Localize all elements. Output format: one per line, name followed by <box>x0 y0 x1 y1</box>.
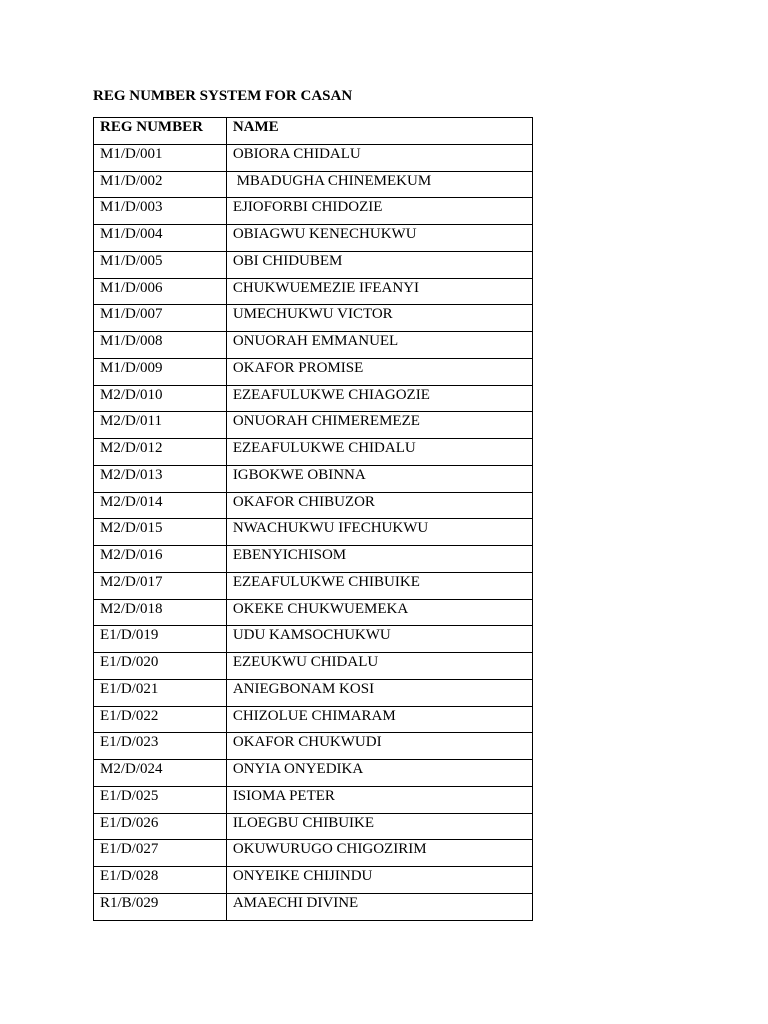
name-cell: ONYEIKE CHIJINDU <box>226 867 532 894</box>
name-cell: OBI CHIDUBEM <box>226 251 532 278</box>
reg-number-cell: M2/D/012 <box>94 439 227 466</box>
table-row <box>94 626 533 653</box>
name-cell: IGBOKWE OBINNA <box>226 465 532 492</box>
name-cell: CHIZOLUE CHIMARAM <box>226 706 532 733</box>
registration-table <box>93 117 533 921</box>
table-row <box>94 198 533 225</box>
reg-number-cell: M1/D/001 <box>94 144 227 171</box>
table-row <box>94 546 533 573</box>
name-cell: NWACHUKWU IFECHUKWU <box>226 519 532 546</box>
table-row <box>94 867 533 894</box>
name-cell: OBIAGWU KENECHUKWU <box>226 225 532 252</box>
table-row <box>94 706 533 733</box>
table-row <box>94 305 533 332</box>
table-row <box>94 492 533 519</box>
reg-number-cell: M1/D/005 <box>94 251 227 278</box>
reg-number-cell: M1/D/004 <box>94 225 227 252</box>
table-row <box>94 733 533 760</box>
reg-number-column-header: REG NUMBER <box>94 118 227 145</box>
table-row <box>94 465 533 492</box>
reg-number-cell: E1/D/028 <box>94 867 227 894</box>
table-row <box>94 332 533 359</box>
name-cell: ILOEGBU CHIBUIKE <box>226 813 532 840</box>
reg-number-cell: E1/D/021 <box>94 679 227 706</box>
reg-number-cell: E1/D/027 <box>94 840 227 867</box>
table-body <box>94 144 533 920</box>
reg-number-cell: E1/D/020 <box>94 653 227 680</box>
name-cell: OKAFOR CHUKWUDI <box>226 733 532 760</box>
table-row <box>94 144 533 171</box>
table-row <box>94 840 533 867</box>
name-cell: OKEKE CHUKWUEMEKA <box>226 599 532 626</box>
name-cell: UMECHUKWU VICTOR <box>226 305 532 332</box>
reg-number-cell: E1/D/022 <box>94 706 227 733</box>
table-row <box>94 599 533 626</box>
name-cell: CHUKWUEMEZIE IFEANYI <box>226 278 532 305</box>
table-row <box>94 813 533 840</box>
name-cell: AMAECHI DIVINE <box>226 893 532 920</box>
reg-number-cell: M1/D/006 <box>94 278 227 305</box>
reg-number-cell: E1/D/025 <box>94 786 227 813</box>
table-row <box>94 278 533 305</box>
reg-number-cell: M1/D/003 <box>94 198 227 225</box>
reg-number-cell: M2/D/013 <box>94 465 227 492</box>
reg-number-cell: M1/D/002 <box>94 171 227 198</box>
reg-number-cell: M1/D/009 <box>94 358 227 385</box>
name-cell: ONUORAH CHIMEREMEZE <box>226 412 532 439</box>
reg-number-cell: E1/D/023 <box>94 733 227 760</box>
reg-number-cell: M1/D/008 <box>94 332 227 359</box>
name-cell: ANIEGBONAM KOSI <box>226 679 532 706</box>
name-cell: EZEAFULUKWE CHIBUIKE <box>226 572 532 599</box>
name-cell: MBADUGHA CHINEMEKUM <box>226 171 532 198</box>
name-cell: ISIOMA PETER <box>226 786 532 813</box>
reg-number-cell: M2/D/018 <box>94 599 227 626</box>
table-row <box>94 412 533 439</box>
table-row <box>94 519 533 546</box>
reg-number-cell: M2/D/024 <box>94 760 227 787</box>
table-row <box>94 572 533 599</box>
document-title: REG NUMBER SYSTEM FOR CASAN <box>93 88 353 104</box>
reg-number-cell: E1/D/026 <box>94 813 227 840</box>
name-cell: EJIOFORBI CHIDOZIE <box>226 198 532 225</box>
name-cell: EZEAFULUKWE CHIDALU <box>226 439 532 466</box>
name-cell: ONYIA ONYEDIKA <box>226 760 532 787</box>
table-row <box>94 385 533 412</box>
name-cell: EZEAFULUKWE CHIAGOZIE <box>226 385 532 412</box>
reg-number-cell: M2/D/014 <box>94 492 227 519</box>
name-cell: OKAFOR CHIBUZOR <box>226 492 532 519</box>
name-cell: OBIORA CHIDALU <box>226 144 532 171</box>
name-cell: OKUWURUGO CHIGOZIRIM <box>226 840 532 867</box>
reg-number-cell: M2/D/016 <box>94 546 227 573</box>
reg-number-cell: R1/B/029 <box>94 893 227 920</box>
name-cell: UDU KAMSOCHUKWU <box>226 626 532 653</box>
reg-number-cell: M2/D/015 <box>94 519 227 546</box>
table-row <box>94 225 533 252</box>
name-cell: EBENYICHISOM <box>226 546 532 573</box>
table-header-row <box>94 118 533 145</box>
table-row <box>94 786 533 813</box>
table-row <box>94 439 533 466</box>
reg-number-cell: M1/D/007 <box>94 305 227 332</box>
name-cell: EZEUKWU CHIDALU <box>226 653 532 680</box>
name-cell: OKAFOR PROMISE <box>226 358 532 385</box>
table-row <box>94 893 533 920</box>
name-column-header: NAME <box>226 118 532 145</box>
reg-number-cell: E1/D/019 <box>94 626 227 653</box>
table-row <box>94 760 533 787</box>
table-row <box>94 653 533 680</box>
reg-number-cell: M2/D/010 <box>94 385 227 412</box>
name-cell: ONUORAH EMMANUEL <box>226 332 532 359</box>
table-row <box>94 171 533 198</box>
reg-number-cell: M2/D/011 <box>94 412 227 439</box>
table-row <box>94 679 533 706</box>
table-row <box>94 251 533 278</box>
table-row <box>94 358 533 385</box>
reg-number-cell: M2/D/017 <box>94 572 227 599</box>
